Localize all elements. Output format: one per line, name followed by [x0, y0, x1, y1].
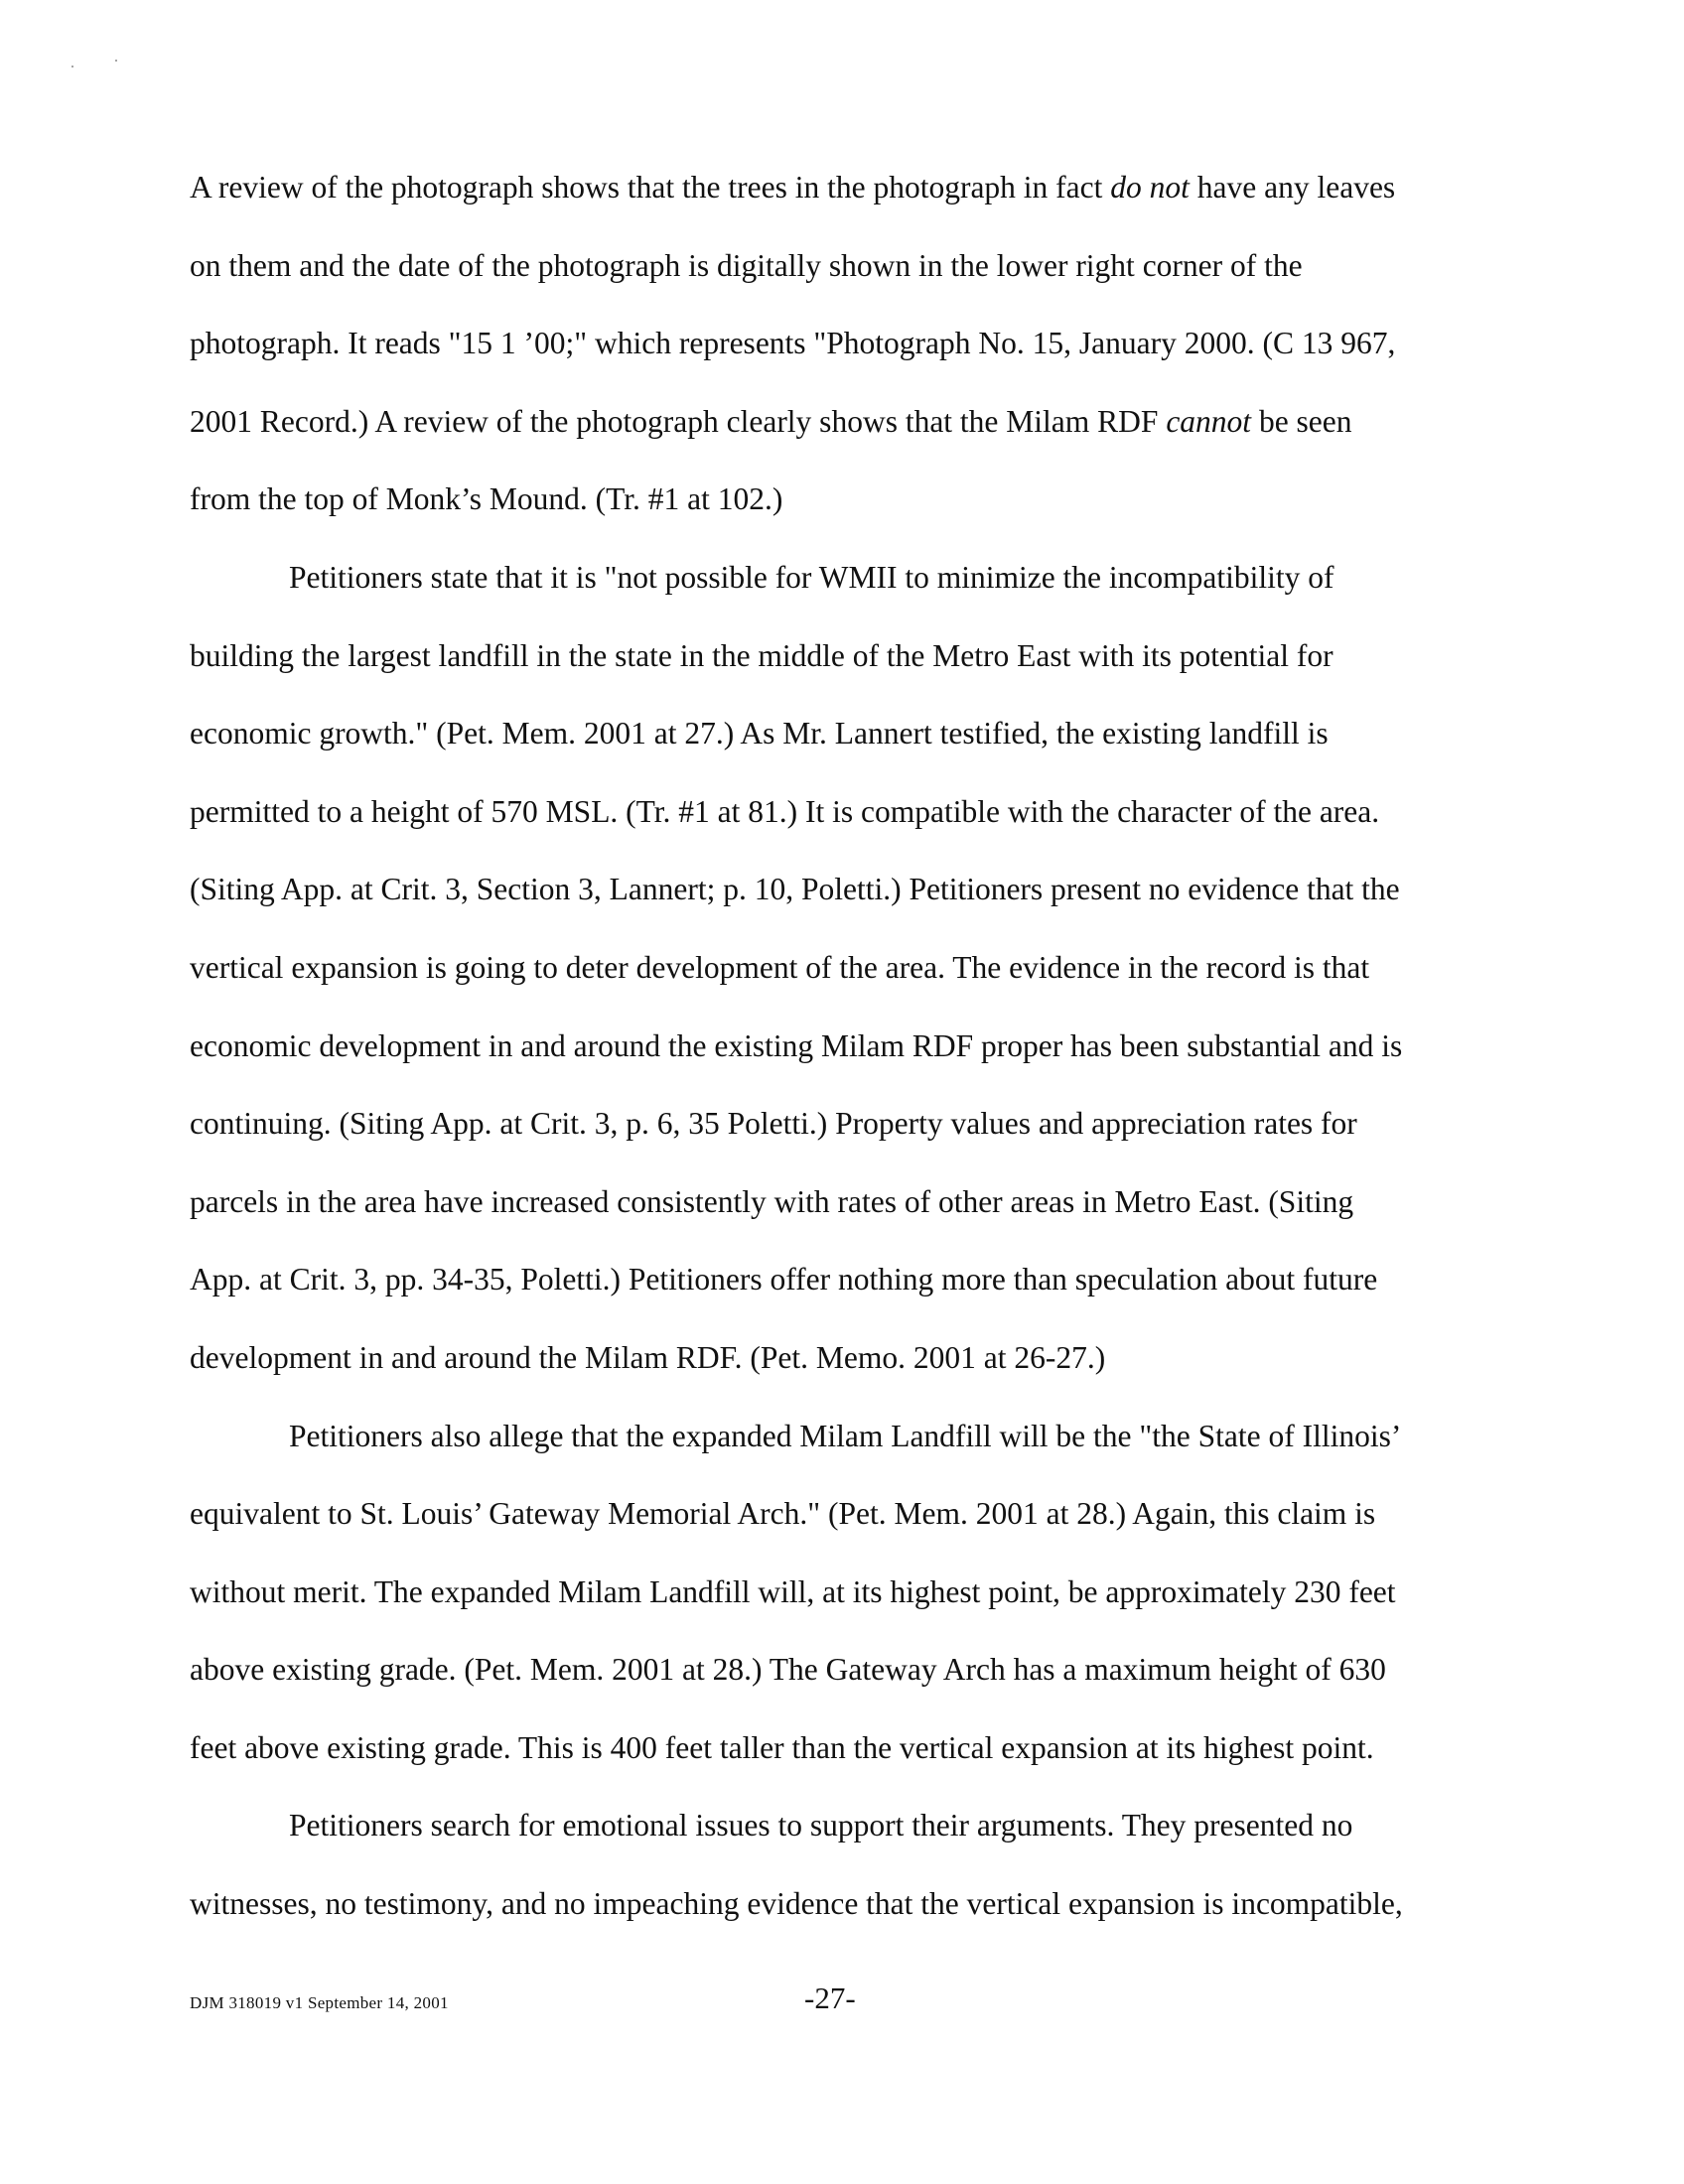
text-run: (Siting App. at Crit. 3, Section 3, Lannert; p. 10, Poletti.) Petitioners present no evidence that the: [190, 872, 1400, 907]
text-line: [190, 695, 1480, 773]
text-run: building the largest landfill in the state in the middle of the Metro East with its potential for: [190, 637, 1333, 673]
text-run: A review of the photograph shows that the trees in the photograph in fact: [190, 170, 1111, 205]
text-line: [190, 851, 1480, 929]
scan-speck: [71, 66, 73, 68]
text-run: above existing grade. (Pet. Mem. 2001 at 28.) The Gateway Arch has a maximum height of 630: [190, 1652, 1386, 1688]
text-run: parcels in the area have increased consistently with rates of other areas in Metro East. (Siting: [190, 1183, 1354, 1219]
text-run: development in and around the Milam RDF. (Pet. Memo. 2001 at 26-27.): [190, 1339, 1106, 1375]
text-run: continuing. (Siting App. at Crit. 3, p. 6, 35 Poletti.) Property values and appreciation rates for: [190, 1106, 1357, 1142]
text-run: Petitioners also allege that the expanded Milam Landfill will be the "the State of Illinois’: [289, 1418, 1402, 1453]
text-run: permitted to a height of 570 MSL. (Tr. #1 at 81.) It is compatible with the character of the area.: [190, 793, 1380, 829]
text-line: [190, 149, 1480, 227]
text-run: feet above existing grade. This is 400 feet taller than the vertical expansion at its highest point.: [190, 1729, 1374, 1765]
text-line: [190, 773, 1480, 852]
text-run: vertical expansion is going to deter development of the area. The evidence in the record is that: [190, 949, 1370, 985]
paragraph: [190, 539, 1480, 1398]
text-line: [190, 1241, 1480, 1319]
text-run: Petitioners search for emotional issues to support their arguments. They presented no: [289, 1808, 1353, 1843]
text-line: [190, 1319, 1480, 1398]
text-line: [190, 1865, 1480, 1944]
text-run: 2001 Record.) A review of the photograph clearly shows that the Milam RDF: [190, 403, 1167, 439]
text-line: [190, 617, 1480, 696]
text-line: [190, 1709, 1480, 1788]
text-line: [190, 1163, 1480, 1242]
text-run: from the top of Monk’s Mound. (Tr. #1 at 102.): [190, 481, 783, 517]
text-line: [190, 305, 1480, 383]
scan-speck: [115, 60, 117, 62]
text-line: [190, 539, 1480, 617]
text-line: [190, 1085, 1480, 1163]
text-run: economic growth." (Pet. Mem. 2001 at 27.) As Mr. Lannert testified, the existing landfill is: [190, 716, 1329, 751]
text-line: [190, 1554, 1480, 1632]
text-run: be seen: [1251, 403, 1352, 439]
text-line: [190, 929, 1480, 1008]
emphasized-text: cannot: [1166, 403, 1252, 439]
text-line: [190, 227, 1480, 306]
paragraph: [190, 1398, 1480, 1788]
text-line: [190, 1787, 1480, 1865]
emphasized-text: do not: [1110, 170, 1190, 205]
footer-document-id: DJM 318019 v1 September 14, 2001: [190, 1993, 449, 2012]
text-line: [190, 1398, 1480, 1476]
paragraph: [190, 149, 1480, 539]
text-line: [190, 383, 1480, 462]
text-run: Petitioners state that it is "not possible for WMII to minimize the incompatibility of: [289, 559, 1334, 595]
text-line: [190, 1475, 1480, 1554]
text-run: economic development in and around the existing Milam RDF proper has been substantial and is: [190, 1027, 1403, 1063]
text-run: App. at Crit. 3, pp. 34-35, Poletti.) Petitioners offer nothing more than speculation about future: [190, 1262, 1378, 1297]
footer-page-number: -27-: [804, 1980, 856, 2015]
text-line: [190, 461, 1480, 539]
text-run: photograph. It reads "15 1 ’00;" which represents "Photograph No. 15, January 2000. (C 13 967,: [190, 326, 1396, 361]
text-run: have any leaves: [1189, 170, 1396, 205]
text-line: [190, 1631, 1480, 1709]
text-run: equivalent to St. Louis’ Gateway Memorial Arch." (Pet. Mem. 2001 at 28.) Again, this claim is: [190, 1496, 1376, 1532]
paragraph: [190, 1787, 1480, 1943]
text-run: without merit. The expanded Milam Landfill will, at its highest point, be approximately 230 feet: [190, 1573, 1396, 1609]
text-run: witnesses, no testimony, and no impeaching evidence that the vertical expansion is incompatible,: [190, 1886, 1403, 1922]
text-line: [190, 1008, 1480, 1086]
document-body: [190, 149, 1480, 1944]
text-run: on them and the date of the photograph is digitally shown in the lower right corner of the: [190, 247, 1303, 283]
